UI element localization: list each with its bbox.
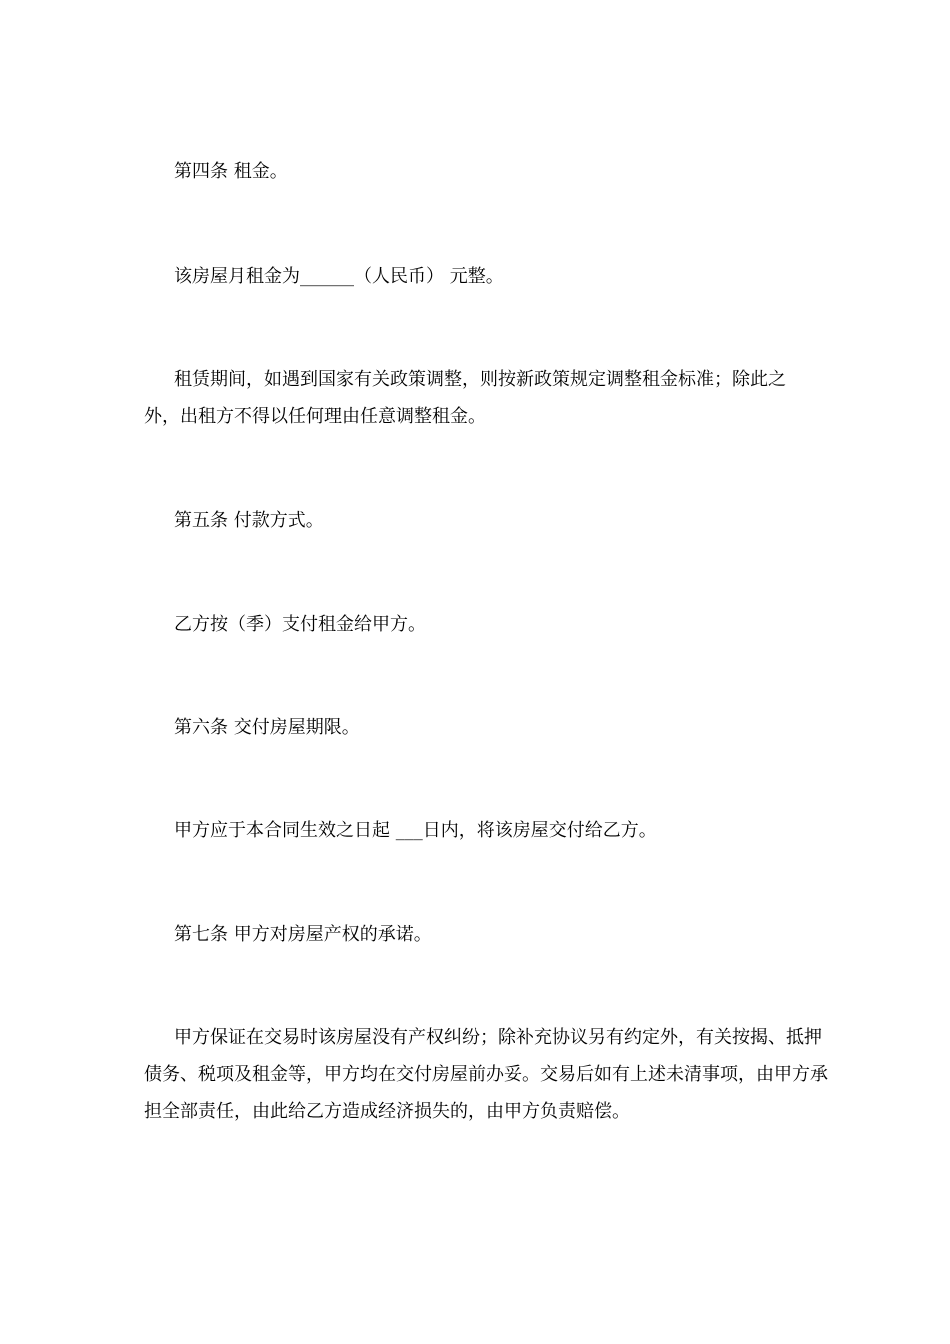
property-rights-paragraph: 甲方保证在交易时该房屋没有产权纠纷；除补充协议另有约定外，有关按揭、抵押债务、税项及租金等，甲方均在交付房屋前办妥。交易后如有上述未清事项，由甲方承担全部责任，由此给乙方造成经济损失的，由甲方负责赔偿。 (144, 1027, 828, 1122)
rent-adjustment-paragraph: 租赁期间，如遇到国家有关政策调整，则按新政策规定调整租金标准；除此之外，出租方不得以任何理由任意调整租金。 (144, 369, 786, 427)
article-6-heading: 第六条 交付房屋期限。 (174, 717, 360, 738)
article-4-heading: 第四条 租金。 (174, 161, 288, 182)
rent-amount-paragraph: 该房屋月租金为______（人民币） 元整。 (174, 266, 504, 287)
delivery-deadline-paragraph: 甲方应于本合同生效之日起 ___日内，将该房屋交付给乙方。 (174, 820, 657, 841)
payment-method-paragraph: 乙方按（季）支付租金给甲方。 (174, 614, 426, 635)
article-7-heading: 第七条 甲方对房屋产权的承诺。 (174, 924, 432, 945)
article-5-heading: 第五条 付款方式。 (174, 510, 324, 531)
